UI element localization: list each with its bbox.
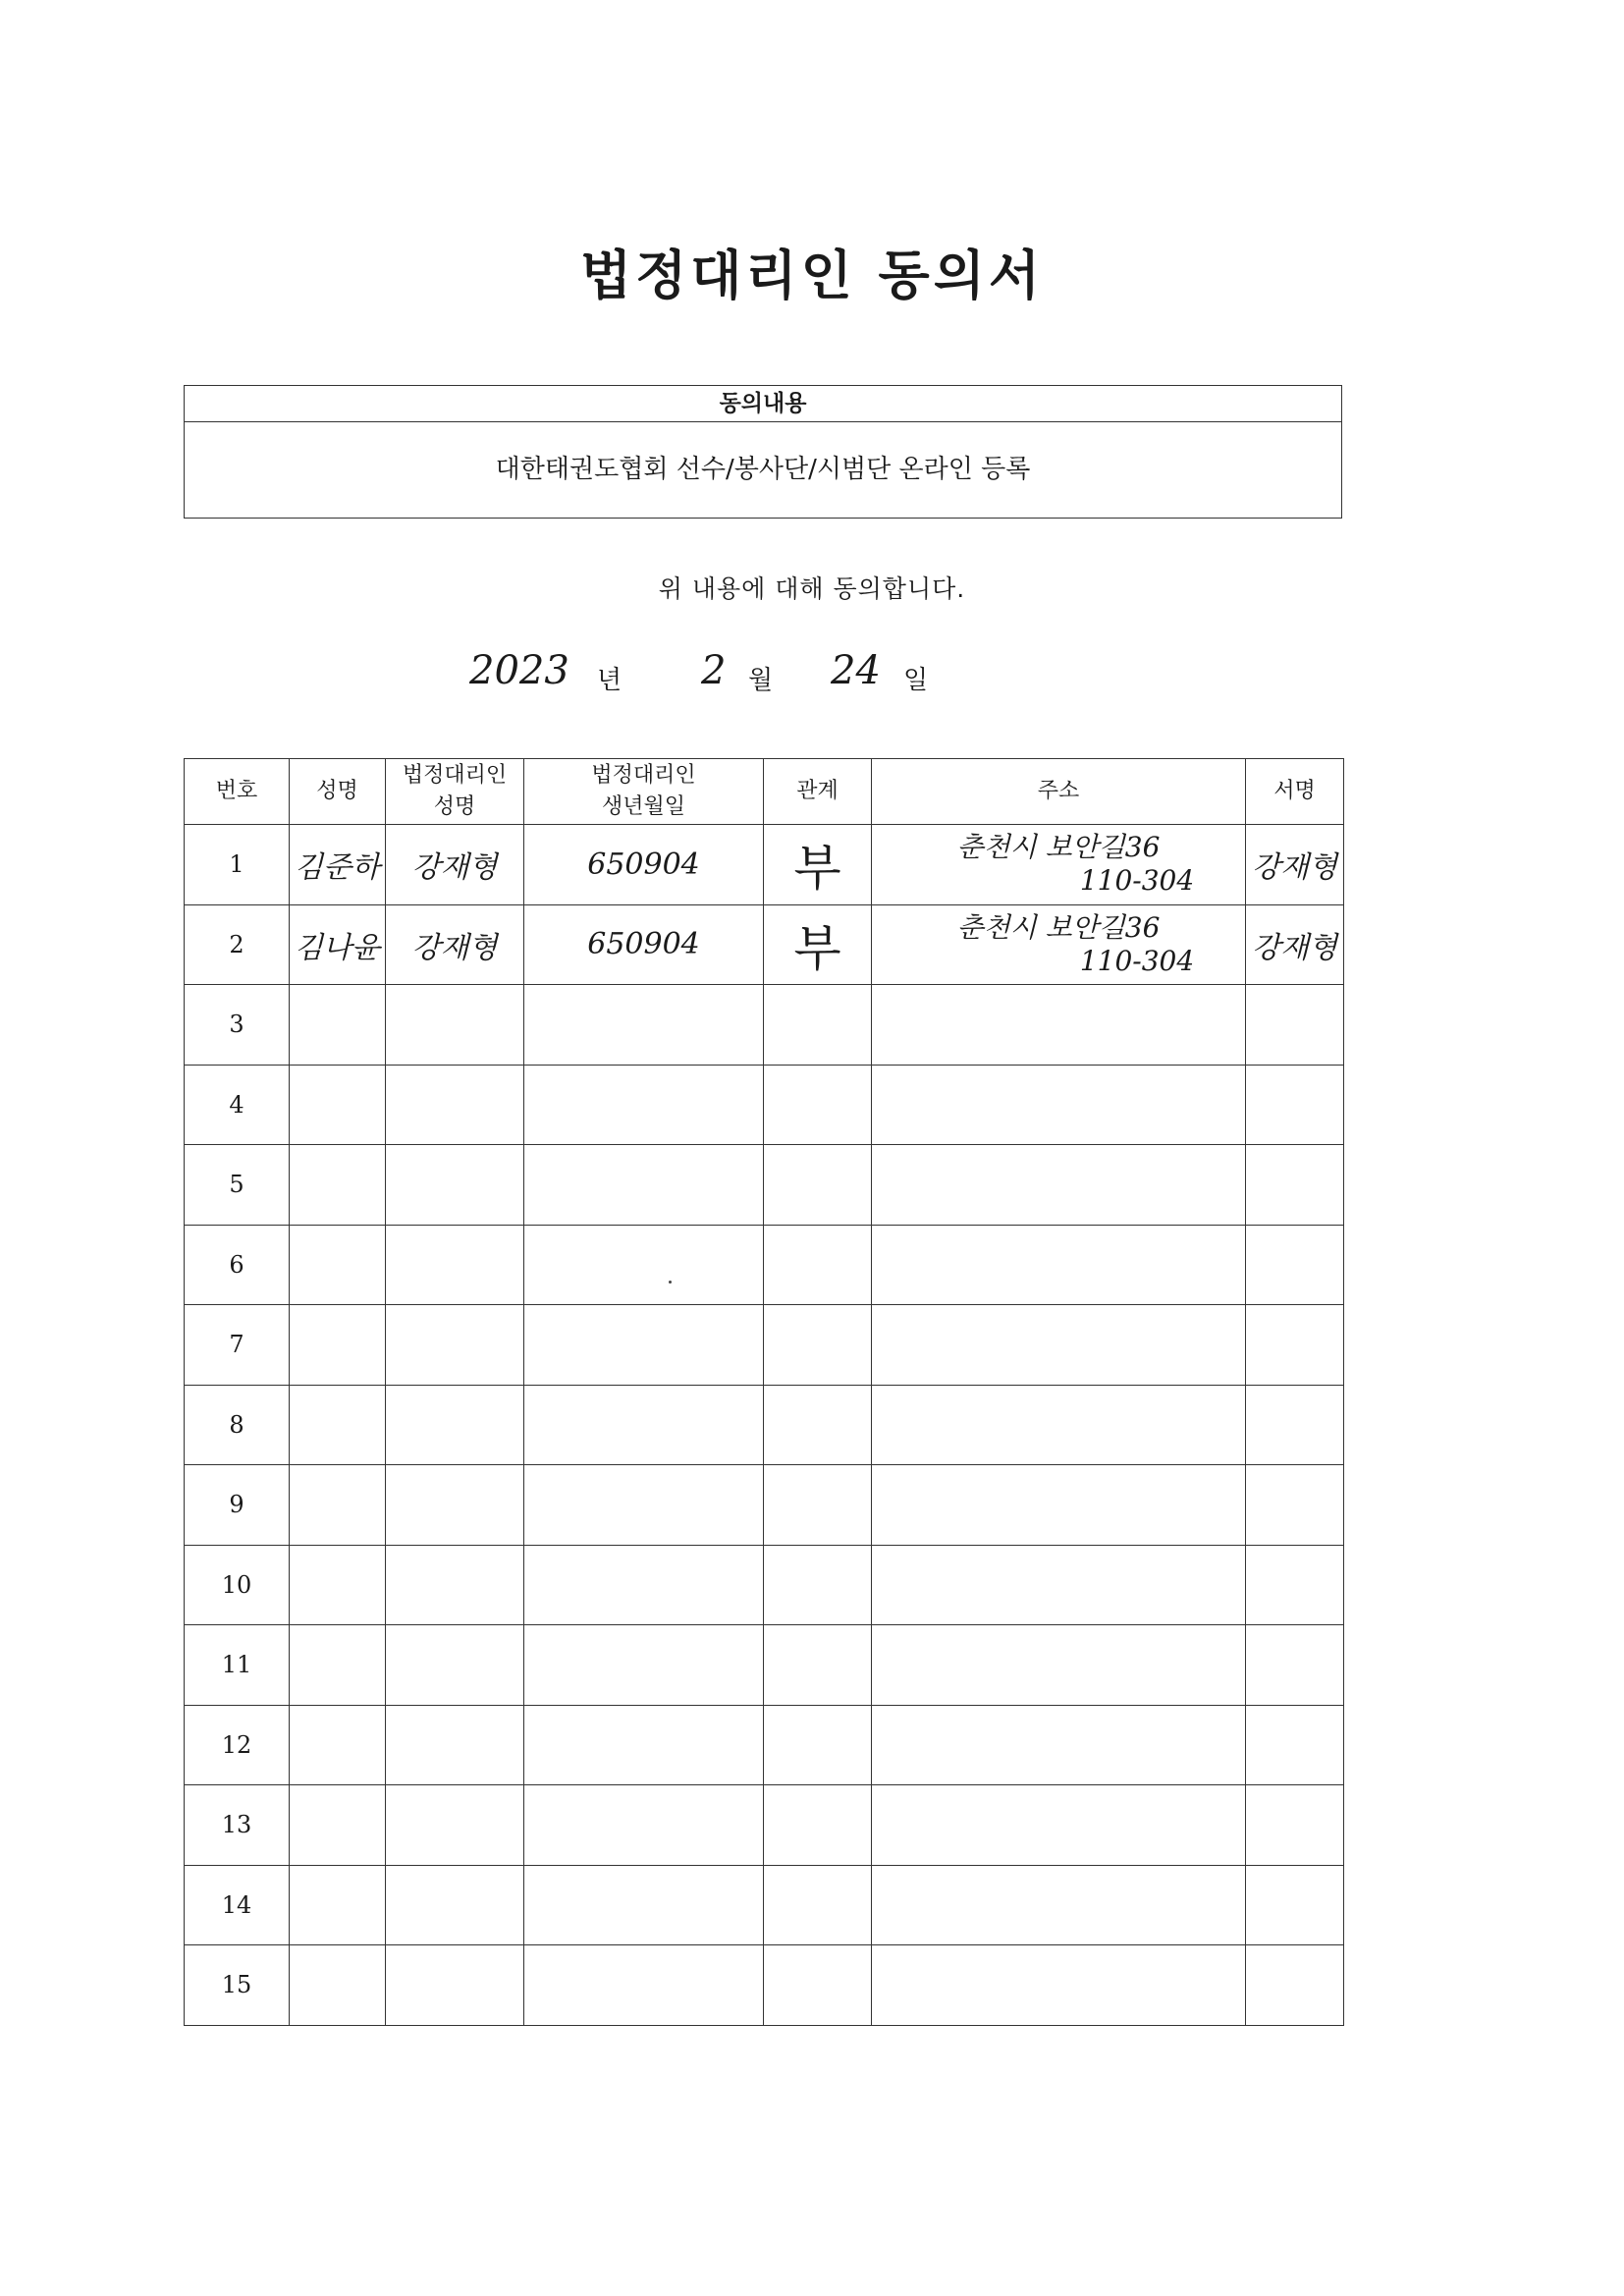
signature: [1246, 1705, 1344, 1785]
guardian-birthdate: [524, 1865, 764, 1945]
table-row: [185, 1945, 1344, 2026]
address: [872, 1065, 1246, 1145]
address: [872, 1465, 1246, 1546]
col-guardian-birth-header: 법정대리인 생년월일: [524, 759, 764, 825]
guardian-name: [386, 1625, 524, 1706]
guardian-birthdate: [524, 1945, 764, 2026]
address: [872, 1145, 1246, 1226]
guardian-name: [386, 1705, 524, 1785]
row-number: 11: [185, 1625, 290, 1706]
col-address-header: 주소: [872, 759, 1246, 825]
relation: [764, 1625, 872, 1706]
row-number: 8: [185, 1385, 290, 1465]
guardian-birthdate: [524, 1065, 764, 1145]
signature: [1246, 1785, 1344, 1866]
scan-speck: [669, 1281, 672, 1284]
student-name: 김나윤: [290, 904, 386, 985]
guardian-name: [386, 1385, 524, 1465]
address-line-1: 춘천시 보안길36: [956, 831, 1161, 864]
signature: [1246, 1625, 1344, 1706]
student-name: [290, 1865, 386, 1945]
table-row: [185, 825, 1344, 905]
table-row: [185, 1865, 1344, 1945]
address: [872, 1385, 1246, 1465]
student-name: 김준하: [290, 825, 386, 905]
student-name: [290, 1145, 386, 1226]
table-row: [185, 1625, 1344, 1706]
date-day: 24: [831, 648, 881, 693]
table-row: [185, 1545, 1344, 1625]
row-number: 13: [185, 1785, 290, 1866]
relation: [764, 1945, 872, 2026]
guardian-birthdate: [524, 1705, 764, 1785]
table-header-row: [185, 759, 1344, 825]
guardian-birthdate: [524, 1625, 764, 1706]
row-number: 5: [185, 1145, 290, 1226]
table-row: [185, 904, 1344, 985]
table-row: [185, 1065, 1344, 1145]
table-body: [185, 825, 1344, 2026]
student-name: [290, 1225, 386, 1305]
signature: [1246, 1065, 1344, 1145]
guardian-name: 강재형: [386, 825, 524, 905]
row-number: 7: [185, 1305, 290, 1386]
address: [872, 1545, 1246, 1625]
address: [872, 1945, 1246, 2026]
relation: [764, 1065, 872, 1145]
student-name: [290, 1705, 386, 1785]
date-line: [0, 646, 1624, 705]
table-row: [185, 1705, 1344, 1785]
agree-statement: 위 내용에 대해 동의합니다.: [658, 574, 966, 603]
row-number: 1: [185, 825, 290, 905]
relation: [764, 1545, 872, 1625]
col-name-header: 성명: [290, 759, 386, 825]
relation: [764, 985, 872, 1066]
relation: [764, 1145, 872, 1226]
address: [872, 985, 1246, 1066]
signature: [1246, 1545, 1344, 1625]
address: [872, 1225, 1246, 1305]
guardian-name: [386, 1785, 524, 1866]
address: [872, 1785, 1246, 1866]
guardian-name: [386, 985, 524, 1066]
date-month: 2: [701, 648, 727, 693]
student-name: [290, 1945, 386, 2026]
row-number: 9: [185, 1465, 290, 1546]
student-name: [290, 985, 386, 1066]
col-guardian-name-header: 법정대리인 성명: [386, 759, 524, 825]
registration-table: [184, 758, 1344, 2026]
relation: [764, 1465, 872, 1546]
col-number-header: 번호: [185, 759, 290, 825]
consent-body: 대한태권도협회 선수/봉사단/시범단 온라인 등록: [495, 455, 1031, 484]
guardian-birthdate: 650904: [524, 825, 764, 905]
signature: [1246, 1145, 1344, 1226]
guardian-birthdate: [524, 1145, 764, 1226]
row-number: 14: [185, 1865, 290, 1945]
table-row: [185, 985, 1344, 1066]
guardian-birthdate: [524, 1465, 764, 1546]
guardian-name: [386, 1545, 524, 1625]
relation: [764, 1225, 872, 1305]
signature: [1246, 1225, 1344, 1305]
relation: [764, 1785, 872, 1866]
address-line-2: 110-304: [1079, 864, 1195, 898]
address: [872, 825, 1246, 905]
address: [872, 1305, 1246, 1386]
relation: 부: [764, 904, 872, 985]
guardian-birthdate: [524, 1385, 764, 1465]
guardian-name: [386, 1465, 524, 1546]
address: [872, 904, 1246, 985]
document-title: 법정대리인 동의서: [579, 244, 1045, 306]
guardian-name: [386, 1865, 524, 1945]
relation: [764, 1385, 872, 1465]
consent-box: [184, 385, 1342, 519]
table-row: [185, 1385, 1344, 1465]
relation: [764, 1705, 872, 1785]
guardian-name: 강재형: [386, 904, 524, 985]
row-number: 12: [185, 1705, 290, 1785]
row-number: 2: [185, 904, 290, 985]
relation: 부: [764, 825, 872, 905]
guardian-birthdate: [524, 985, 764, 1066]
signature: [1246, 1865, 1344, 1945]
row-number: 4: [185, 1065, 290, 1145]
guardian-birthdate: [524, 1305, 764, 1386]
guardian-name: [386, 1225, 524, 1305]
student-name: [290, 1785, 386, 1866]
address: [872, 1705, 1246, 1785]
address-line-1: 춘천시 보안길36: [956, 910, 1161, 944]
student-name: [290, 1385, 386, 1465]
student-name: [290, 1545, 386, 1625]
signature: [1246, 1385, 1344, 1465]
relation: [764, 1305, 872, 1386]
date-day-unit: 일: [903, 666, 929, 695]
signature: [1246, 1945, 1344, 2026]
signature: [1246, 1305, 1344, 1386]
col-relation-header: 관계: [764, 759, 872, 825]
date-month-unit: 월: [748, 666, 774, 695]
address-line-2: 110-304: [1079, 944, 1195, 977]
date-year-unit: 년: [597, 666, 623, 695]
guardian-birthdate: 650904: [524, 904, 764, 985]
row-number: 15: [185, 1945, 290, 2026]
row-number: 3: [185, 985, 290, 1066]
student-name: [290, 1305, 386, 1386]
signature: [1246, 985, 1344, 1066]
table-row: [185, 1465, 1344, 1546]
guardian-birthdate: [524, 1545, 764, 1625]
student-name: [290, 1065, 386, 1145]
student-name: [290, 1465, 386, 1546]
signature: [1246, 1465, 1344, 1546]
guardian-name: [386, 1065, 524, 1145]
table-row: [185, 1225, 1344, 1305]
student-name: [290, 1625, 386, 1706]
date-year: 2023: [469, 648, 569, 693]
table-row: [185, 1305, 1344, 1386]
address: [872, 1625, 1246, 1706]
signature: 강재형: [1246, 825, 1344, 905]
col-signature-header: 서명: [1246, 759, 1344, 825]
guardian-birthdate: [524, 1225, 764, 1305]
guardian-birthdate: [524, 1785, 764, 1866]
guardian-name: [386, 1945, 524, 2026]
consent-header: 동의내용: [185, 386, 1341, 422]
guardian-name: [386, 1145, 524, 1226]
guardian-name: [386, 1305, 524, 1386]
signature: 강재형: [1246, 904, 1344, 985]
row-number: 6: [185, 1225, 290, 1305]
relation: [764, 1865, 872, 1945]
address: [872, 1865, 1246, 1945]
row-number: 10: [185, 1545, 290, 1625]
table-row: [185, 1785, 1344, 1866]
table-row: [185, 1145, 1344, 1226]
